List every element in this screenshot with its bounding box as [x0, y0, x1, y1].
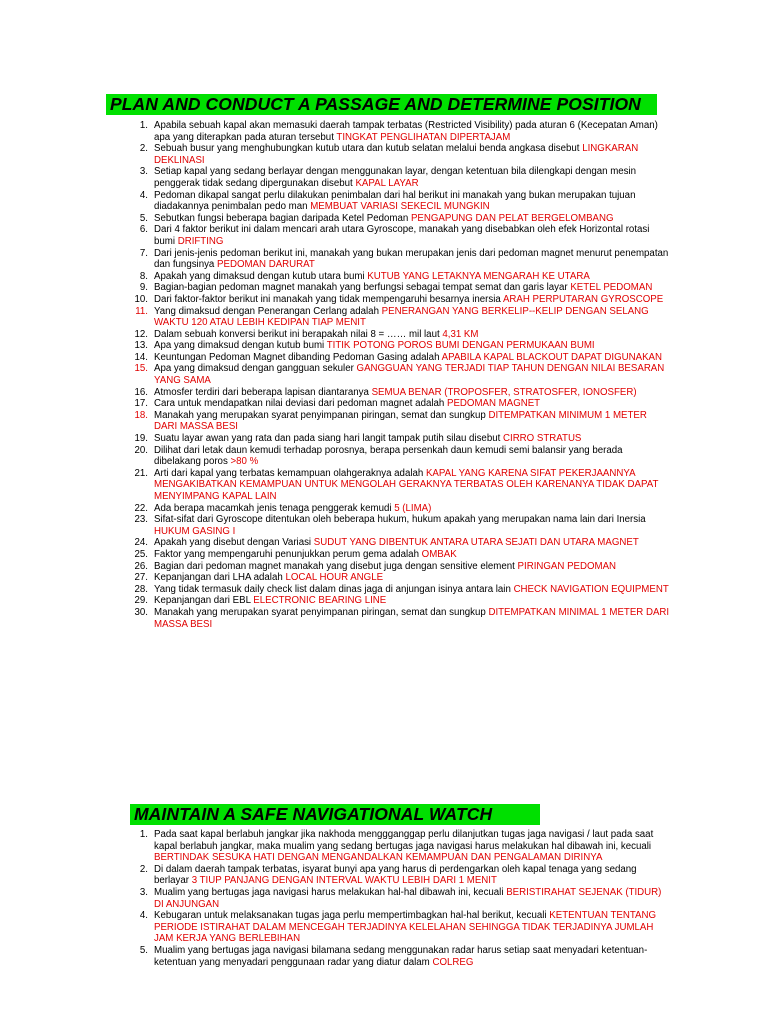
question-text: Faktor yang mempengaruhi penunjukkan perum gema adalah	[154, 548, 419, 560]
question-item	[110, 248, 670, 271]
question-number: 2.	[139, 863, 148, 875]
question-item	[110, 572, 670, 584]
question-text: Kebugaran untuk melaksanakan tugas jaga perlu mempertimbagkan hal-hal berikut, kecuali	[154, 910, 547, 922]
answer-text: PEDOMAN DARURAT	[217, 259, 315, 271]
question-text: Sifat-sifat dari Gyroscope ditentukan oleh beberapa hukum, hukum apakah yang merupakan nama lain dari Inersia	[154, 514, 646, 526]
question-number: 29.	[134, 595, 148, 607]
answer-text: 3 TIUP PANJANG DENGAN INTERVAL WAKTU LEBIH DARI 1 MENIT	[191, 875, 497, 887]
question-text: Dari faktor-faktor berikut ini manakah yang tidak mempengaruhi besarnya inersia	[154, 293, 501, 305]
answer-text: KETEL PEDOMAN	[570, 282, 653, 294]
answer-text: TINGKAT PENGLIHATAN DIPERTAJAM	[336, 131, 511, 143]
question-item	[110, 224, 670, 247]
question-item	[110, 271, 670, 283]
question-number: 28.	[134, 583, 148, 595]
question-text: Bagian dari pedoman magnet manakah yang disebut juga dengan sensitive element	[154, 560, 515, 572]
question-number: 27.	[134, 572, 148, 584]
question-list-plan-passage	[110, 120, 670, 630]
question-text: Manakah yang merupakan syarat penyimpanan piringan, semat dan sungkup	[154, 606, 486, 618]
question-number: 24.	[134, 537, 148, 549]
question-item	[110, 537, 670, 549]
answer-text: >80 %	[230, 456, 259, 468]
answer-text: LINGKARAN DEKLINASI	[154, 143, 639, 166]
answer-text: BERISTIRAHAT SEJENAK (TIDUR) DI ANJUNGAN	[154, 886, 662, 910]
question-item	[110, 433, 670, 445]
question-text: Apakah yang dimaksud dengan kutub utara bumi	[154, 270, 365, 282]
answer-text: 5 (LIMA)	[394, 502, 432, 514]
question-item	[110, 887, 670, 910]
question-text: Apa yang dimaksud dengan gangguan sekuler	[154, 363, 354, 375]
question-number: 3.	[139, 886, 148, 898]
question-text: Kepanjangan dari EBL	[154, 595, 251, 607]
question-text: Apakah yang disebut dengan Variasi	[154, 537, 312, 549]
question-item	[110, 864, 670, 887]
question-item	[110, 945, 670, 968]
question-number: 4.	[139, 189, 148, 201]
answer-text: SEMUA BENAR (TROPOSFER, STRATOSFER, IONOSFER)	[371, 386, 637, 398]
question-item	[110, 910, 670, 945]
question-text: Arti dari kapal yang terbatas kemampuan olahgeraknya adalah	[154, 467, 424, 479]
answer-text: CIRRO STRATUS	[503, 433, 582, 445]
question-number: 20.	[134, 444, 148, 456]
question-text: Setiap kapal yang sedang berlayar dengan menggunakan layar, dengan ketentuan bila dilengkapi dengan mesin penggerak tidak sedang dipergunakan disebut	[154, 166, 637, 189]
answer-text: PEDOMAN MAGNET	[446, 398, 541, 410]
answer-text: MEMBUAT VARIASI SEKECIL MUNGKIN	[310, 201, 490, 213]
section-title-navigational-watch: MAINTAIN A SAFE NAVIGATIONAL WATCH	[130, 804, 540, 825]
question-item	[110, 329, 670, 341]
question-text: Apabila sebuah kapal akan memasuki daerah tampak terbatas (Restricted Visibility) pada aturan 6 (Kecepatan Aman) apa yang diterapkan pada aturan tersebut	[154, 120, 658, 143]
question-number: 10.	[134, 293, 148, 305]
question-number: 7.	[139, 247, 148, 259]
question-item	[110, 468, 670, 503]
question-text: Kepanjangan dari LHA adalah	[154, 572, 283, 584]
answer-text: OMBAK	[421, 548, 457, 560]
question-number: 21.	[134, 467, 148, 479]
answer-text: HUKUM GASING I	[154, 525, 236, 537]
question-text: Manakah yang merupakan syarat penyimpanan piringan, semat dan sungkup	[154, 409, 486, 421]
question-item	[110, 166, 670, 189]
question-number: 23.	[134, 514, 148, 526]
answer-text: CHECK NAVIGATION EQUIPMENT	[513, 583, 669, 595]
answer-text: KAPAL LAYAR	[355, 177, 419, 189]
question-number: 30.	[134, 606, 148, 618]
question-text: Bagian-bagian pedoman magnet manakah yang berfungsi sebagai tempat semat dan garis layar	[154, 282, 568, 294]
question-item	[110, 363, 670, 386]
question-item	[110, 340, 670, 352]
answer-text: TITIK POTONG POROS BUMI DENGAN PERMUKAAN BUMI	[326, 340, 595, 352]
answer-text: DRIFTING	[177, 235, 224, 247]
question-item	[110, 549, 670, 561]
answer-text: KETENTUAN TENTANG PERIODE ISTIRAHAT DALAM MENCEGAH TERJADINYA KELELAHAN SEHINGGA TIDAK TERJADINYA JUMLAH JAM KERJA YANG BERLEBIHAN	[154, 910, 657, 945]
question-number: 25.	[134, 548, 148, 560]
question-text: Sebutkan fungsi beberapa bagian daripada Ketel Pedoman	[154, 212, 409, 224]
answer-text: KAPAL YANG KARENA SIFAT PEKERJAANNYA MENGAKIBATKAN KEMAMPUAN UNTUK MENGOLAH GERAKNYA TERBATAS OLEH KARENANYA TIDAK DAPAT MENYIMPANG KAPAL LAIN	[154, 467, 659, 502]
question-text: Apa yang dimaksud dengan kutub bumi	[154, 340, 325, 352]
answer-text: LOCAL HOUR ANGLE	[285, 572, 384, 584]
question-text: Sebuah busur yang menghubungkan kutub utara dan kutub selatan melalui benda angkasa disebut	[154, 143, 580, 155]
question-text: Pedoman dikapal sangat perlu dilakukan penimbalan dari hal berikut ini manakah yang bukan merupakan tujuan diadakannya penimbalan pedo man	[154, 189, 636, 213]
question-text: Dari 4 faktor berikut ini dalam mencari arah utara Gyroscope, manakah yang disebabkan oleh efek Horizontal rotasi bumi	[154, 224, 650, 247]
question-item	[110, 595, 670, 607]
question-item	[110, 398, 670, 410]
question-text: Mualim yang bertugas jaga navigasi harus melakukan hal-hal dibawah ini, kecuali	[154, 886, 504, 898]
answer-text: APABILA KAPAL BLACKOUT DAPAT DIGUNAKAN	[441, 351, 663, 363]
question-item	[110, 607, 670, 630]
question-item	[110, 306, 670, 329]
question-item	[110, 143, 670, 166]
question-text: Mualim yang bertugas jaga navigasi bilamana sedang menggunakan radar harus setiap saat menyadari ketentuan-ketentuan yang menyadari penggunaan radar yang diatur dalam	[154, 944, 648, 968]
answer-text: BERTINDAK SESUKA HATI DENGAN MENGANDALKAN KEMAMPUAN DAN PENGALAMAN DIRINYA	[154, 852, 603, 864]
question-text: Dalam sebuah konversi berikut ini berapakah nilai 8 = …… mil laut	[154, 328, 440, 340]
question-item	[110, 387, 670, 399]
question-number: 5.	[139, 212, 148, 224]
question-number: 11.	[135, 305, 148, 317]
question-item	[110, 829, 670, 864]
question-number: 8.	[139, 270, 148, 282]
question-item	[110, 584, 670, 596]
answer-text: PENGAPUNG DAN PELAT BERGELOMBANG	[410, 212, 614, 224]
section-title-plan-passage: PLAN AND CONDUCT A PASSAGE AND DETERMINE POSITION	[106, 94, 657, 115]
answer-text: DITEMPATKAN MINIMUM 1 METER DARI MASSA BESI	[154, 409, 647, 433]
question-text: Dilihat dari letak daun kemudi terhadap porosnya, berapa persenkah daun kemudi semi balansir yang berada dibelakang poros	[154, 444, 623, 468]
question-text: Yang dimaksud dengan Penerangan Cerlang adalah	[154, 305, 379, 317]
question-number: 1.	[139, 829, 148, 840]
question-item	[110, 514, 670, 537]
answer-text: ELECTRONIC BEARING LINE	[253, 595, 387, 607]
question-number: 6.	[139, 224, 148, 236]
question-number: 3.	[139, 166, 148, 178]
question-item	[110, 190, 670, 213]
question-text: Di dalam daerah tampak terbatas, isyarat bunyi apa yang harus di perdengarkan oleh kapal tenaga yang sedang berlayar	[154, 863, 637, 887]
question-number: 19.	[134, 433, 148, 445]
question-item	[110, 445, 670, 468]
answer-text: COLREG	[432, 956, 474, 968]
question-text: Keuntungan Pedoman Magnet dibanding Pedoman Gasing adalah	[154, 351, 440, 363]
question-item	[110, 561, 670, 573]
question-text: Dari jenis-jenis pedoman berikut ini, manakah yang bukan merupakan jenis dari pedoman magnet menurut penempatan dan fungsinya	[154, 247, 669, 271]
question-number: 2.	[139, 143, 148, 155]
question-number: 18.	[134, 409, 148, 421]
question-number: 1.	[139, 120, 148, 131]
question-number: 15.	[134, 363, 148, 375]
question-list-navigational-watch	[110, 829, 670, 968]
answer-text: PIRINGAN PEDOMAN	[517, 560, 617, 572]
question-item	[110, 282, 670, 294]
question-text: Suatu layar awan yang rata dan pada siang hari langit tampak putih silau disebut	[154, 433, 501, 445]
answer-text: 4,31 KM	[442, 328, 479, 340]
question-item	[110, 410, 670, 433]
question-number: 14.	[134, 351, 148, 363]
question-number: 4.	[139, 910, 148, 922]
answer-text: GANGGUAN YANG TERJADI TIAP TAHUN DENGAN NILAI BESARAN YANG SAMA	[154, 363, 665, 387]
question-text: Atmosfer terdiri dari beberapa lapisan diantaranya	[154, 386, 369, 398]
question-number: 13.	[134, 340, 148, 352]
question-text: Ada berapa macamkah jenis tenaga penggerak kemudi	[154, 502, 392, 514]
question-item	[110, 352, 670, 364]
question-number: 12.	[134, 328, 148, 340]
answer-text: DITEMPATKAN MINIMAL 1 METER DARI MASSA BESI	[154, 606, 670, 630]
question-number: 22.	[134, 502, 148, 514]
question-number: 9.	[139, 282, 148, 294]
question-item	[110, 503, 670, 515]
answer-text: ARAH PERPUTARAN GYROSCOPE	[502, 293, 664, 305]
question-item	[110, 294, 670, 306]
answer-text: PENERANGAN YANG BERKELIP--KELIP DENGAN SELANG WAKTU 120 ATAU LEBIH KEDIPAN TIAP MENIT	[154, 305, 649, 329]
question-item	[110, 120, 670, 143]
question-number: 5.	[139, 944, 148, 956]
question-text: Cara untuk mendapatkan nilai deviasi dari pedoman magnet adalah	[154, 398, 445, 410]
question-number: 17.	[134, 398, 148, 410]
question-number: 16.	[134, 386, 148, 398]
question-item	[110, 213, 670, 225]
answer-text: KUTUB YANG LETAKNYA MENGARAH KE UTARA	[367, 270, 590, 282]
question-text: Yang tidak termasuk daily check list dalam dinas jaga di anjungan isinya antara lain	[154, 583, 511, 595]
question-text: Pada saat kapal berlabuh jangkar jika nakhoda menggganggap perlu dilanjutkan tugas jaga navigasi / laut pada saat kapal berlabuh jangkar, maka mualim yang sedang bertugas jaga navigasi harus melakukan hal dibawah ini, kecuali	[154, 829, 654, 852]
question-number: 26.	[134, 560, 148, 572]
answer-text: SUDUT YANG DIBENTUK ANTARA UTARA SEJATI DAN UTARA MAGNET	[313, 537, 639, 549]
